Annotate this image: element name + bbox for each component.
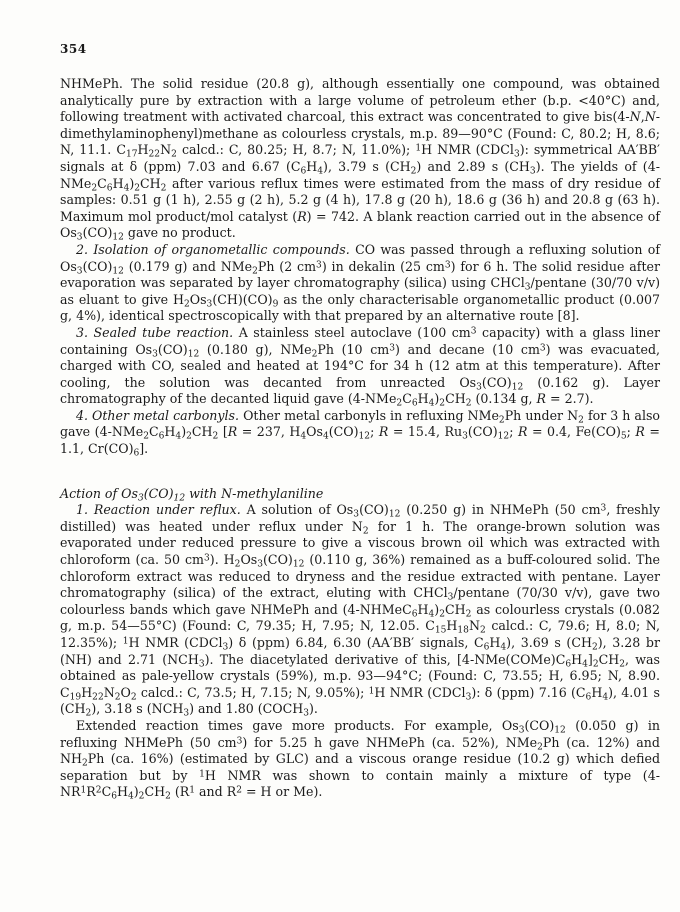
page-number: 354 <box>60 42 87 56</box>
paragraph-sealed-tube: 3. Sealed tube reaction. A stainless steel autoclave (100 $cm^3$ capacity) with a glass liner containing $Os_3(CO)_{12}$ (0.180 g), NMe$_2$Ph (10 $cm^3$) and decane (10 $cm^3$) was evacuated, charged with CO, sealed and heated at 194°C for 34 h (12 atm at this temperature). After cooling, the solution was decanted from unreacted $Os_3(CO)_{12}$ (0.162 g). Layer chromatography of the decanted liquid gave $(4-NMe_2C_6H_4)_2CH_2$ (0.134 g, R = 2.7). <box>60 324 661 409</box>
paragraph-continuation: NHMePh. The solid residue (20.8 g), although essentially one compound, was obtained analytically pure by extraction with a large volume of petroleum ether (b.p. <40°C) and, following treatment with activated charcoal, this extract was concentrated to give bis(4-N,N-dimethylaminophenyl)methane as colourless crystals, m.p. 89—90°C (Found: C, 80.2; H, 8.6; N, 11.1. $C_{17}H_{22}N_2$ calcd.: C, 80.25; H, 8.7; N, 11.0%); $^1$H NMR (CDCl$_3$): symmetrical AA′BB′ signals at δ (ppm) 7.03 and 6.67 $(C_6H_4)$, 3.79 s $(CH_2)$ and 2.89 s $(CH_3)$. The yields of $(4-NMe_2C_6H_4)_2CH_2$ after various reflux times were estimated from the mass of dry residue of samples: 0.51 g (1 h), 2.55 g (2 h), 5.2 g (4 h), 17.8 g (20 h), 18.6 g (36 h) and 20.8 g (63 h). Maximum mol product/mol catalyst (R) = 742. A blank reaction carried out in the absence of $Os_3(CO)_{12}$ gave no product. <box>60 76 661 243</box>
section-gap <box>60 458 660 472</box>
paragraph-other-carbonyls: 4. Other metal carbonyls. Other metal carbonyls in refluxing NMe$_2$Ph under $N_2$ for 3 h also gave $(4-NMe_2C_6H_4)_2CH_2$ [R = 237, $H_4Os_4(CO)_{12}$; R = 15.4, $Ru_3(CO)_{12}$; R = 0.4, $Fe(CO)_5$; R = 1.1, $Cr(CO)_6$]. <box>60 407 661 459</box>
paragraph-reflux: 1. Reaction under reflux. A solution of $Os_3(CO)_{12}$ (0.250 g) in NHMePh (50 $cm^3$, freshly distilled) was heated under reflux under $N_2$ for 1 h. The orange-brown solution was evaporated under reduced pressure to give a viscous brown oil which was extracted with chloroform (ca. 50 $cm^3$). $H_2Os_3(CO)_{12}$ (0.110 g, 36%) remained as a buff-coloured solid. The chloroform extract was reduced to dryness and the residue extracted with pentane. Layer chromatography (silica) of the extract, eluting with CHCl$_3$/pentane (70/30 v/v), gave two colourless bands which gave NHMePh and $(4-NHMeC_6H_4)_2CH_2$ as colourless crystals (0.082 g, m.p. 54—55°C) (Found: C, 79.35; H, 7.95; N, 12.05. $C_{15}H_{18}N_2$ calcd.: C, 79.6; H, 8.0; N, 12.35%); $^1$H NMR (CDCl$_3$) δ (ppm) 6.84, 6.30 (AA′BB′ signals, $C_6H_4$), 3.69 s $(CH_2)$, 3.28 br (NH) and 2.71 $(NCH_3)$. The diacetylated derivative of this, $[4-NMe(COMe)C_6H_4]_2CH_2$, was obtained as pale-yellow crystals (59%), m.p. 93—94°C; (Found: C, 73.55; H, 6.95; N, 8.90. $C_{19}H_{22}N_2O_2$ calcd.: C, 73.5; H, 7.15; N, 9.05%); $^1$H NMR (CDCl$_3$): δ (ppm) 7.16 $(C_6H_4)$, 4.01 s $(CH_2)$, 3.18 s $(NCH_3)$ and 1.80 $(COCH_3)$. <box>60 502 661 719</box>
paragraph-extended: Extended reaction times gave more products. For example, $Os_3(CO)_{12}$ (0.050 g) in refluxing NHMePh (50 $cm^3$) for 5.25 h gave NHMePh (ca. 52%), NMe$_2$Ph (ca. 12%) and $NH_2Ph$ (ca. 16%) (estimated by GLC) and a viscous orange residue (10.2 g) which defied separation but by $^1$H NMR was shown to contain mainly a mixture of type $(4-NR^1R^2C_6H_4)_2CH_2$ ($R^1$ and $R^2 = H$ or Me). <box>60 717 660 802</box>
paragraph-isolation: 2. Isolation of organometallic compounds. CO was passed through a refluxing solution of $Os_3(CO)_{12}$ (0.179 g) and NMe$_2$Ph (2 $cm^3$) in dekalin (25 $cm^3$) for 6 h. The solid residue after evaporation was separated by layer chromatography (silica) using CHCl$_3$/pentane (30/70 v/v) as eluant to give $H_2Os_3(CH)(CO)_9$ as the only characterisable organometallic product (0.007 g, 4%), identical spectroscopically with that prepared by an alternative route [8]. <box>60 241 661 324</box>
section-heading: Action of $Os_3(CO)_{12}$ with N-methylaniline <box>60 485 324 504</box>
body-text <box>60 76 660 801</box>
